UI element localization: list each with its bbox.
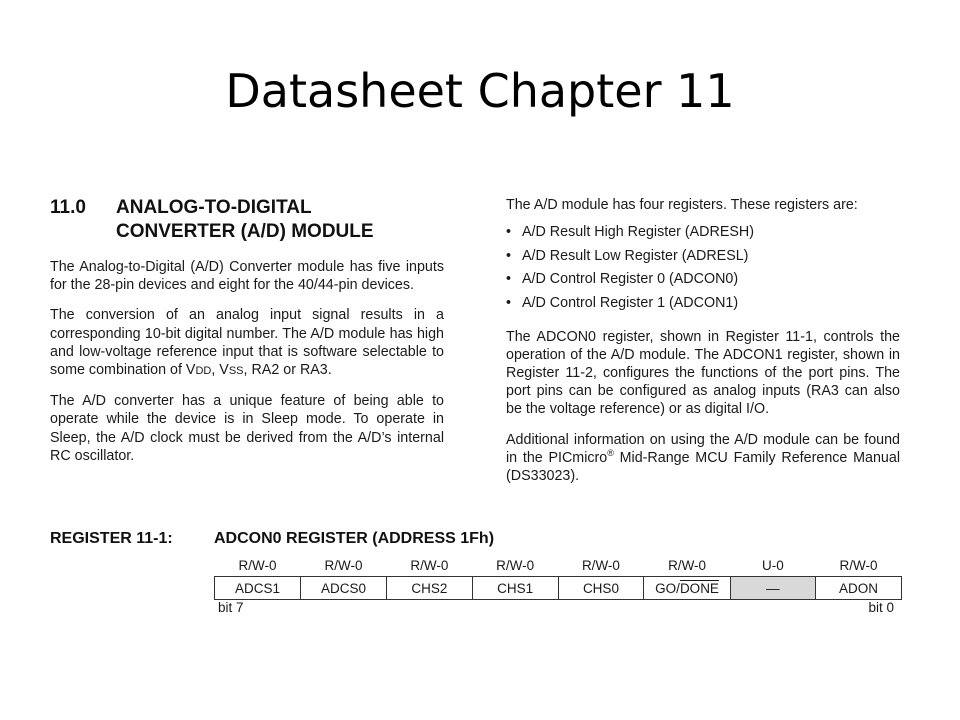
additional-info: Additional information on using the A/D module can be found in the PICmicro® Mid-Range MCU Family Reference Manual (DS33023). bbox=[506, 431, 900, 484]
section-number: 11.0 bbox=[50, 197, 86, 218]
access-cell: R/W-0 bbox=[496, 557, 535, 573]
access-cell: R/W-0 bbox=[839, 557, 878, 573]
register-label: REGISTER 11-1: bbox=[50, 530, 173, 547]
access-cell: R/W-0 bbox=[410, 557, 449, 573]
left-column bbox=[50, 196, 444, 465]
list-item: • A/D Control Register 1 (ADCON1) bbox=[506, 294, 739, 311]
bit-name-row bbox=[215, 577, 902, 600]
access-cell: R/W-0 bbox=[324, 557, 363, 573]
right-column bbox=[506, 196, 900, 485]
access-cell: R/W-0 bbox=[238, 557, 277, 573]
list-item: • A/D Result Low Register (ADRESL) bbox=[506, 247, 749, 264]
list-item: • A/D Result High Register (ADRESH) bbox=[506, 224, 754, 241]
registers-intro: The A/D module has four registers. These registers are: bbox=[506, 197, 858, 213]
register-heading bbox=[50, 529, 902, 549]
list-item: • A/D Control Register 0 (ADCON0) bbox=[506, 271, 739, 288]
access-cell: R/W-0 bbox=[581, 557, 620, 573]
bit-high-label: bit 7 bbox=[218, 600, 244, 615]
access-row bbox=[215, 554, 902, 577]
bit-name-cell: ADON bbox=[816, 577, 902, 600]
sleep-paragraph: The A/D converter has a unique feature of being able to operate while the device is in Sleep mode. To operate in Sleep, the A/D clock must be derived from the A/D’s internal RC oscillator. bbox=[50, 393, 444, 464]
datasheet-excerpt bbox=[46, 190, 906, 620]
register-bit-table bbox=[214, 554, 902, 600]
bit-name-cell: — bbox=[730, 577, 815, 600]
bit-name-cell: ADCS0 bbox=[301, 577, 387, 600]
bit-name-cell: CHS2 bbox=[387, 577, 473, 600]
register-list bbox=[506, 221, 900, 315]
register-definition bbox=[50, 529, 902, 616]
bit-name-cell: GO/DONE bbox=[644, 577, 730, 600]
section-heading bbox=[50, 196, 444, 244]
bit-low-label: bit 0 bbox=[868, 600, 894, 615]
access-cell: U-0 bbox=[762, 557, 784, 573]
bit-name-cell: CHS0 bbox=[558, 577, 644, 600]
register-title: ADCON0 REGISTER (ADDRESS 1Fh) bbox=[214, 530, 495, 547]
access-cell: R/W-0 bbox=[668, 557, 707, 573]
adcon-description: The ADCON0 register, shown in Register 11-1, controls the operation of the A/D module. The ADCON1 register, shown in Register 11-2, configures the functions of the port pins. The port pins can be configured as analog inputs (RA3 can also be the voltage reference) or as digital I/O. bbox=[506, 328, 900, 418]
section-title: ANALOG-TO-DIGITAL CONVERTER (A/D) MODULE bbox=[116, 197, 374, 242]
bit-range-labels bbox=[218, 600, 894, 616]
bit-name-cell: ADCS1 bbox=[215, 577, 301, 600]
intro-paragraph: The Analog-to-Digital (A/D) Converter module has five inputs for the 28-pin devices and eight for the 40/44-pin devices. bbox=[50, 259, 444, 294]
conversion-paragraph: The conversion of an analog input signal results in a corresponding 10-bit digital number. The A/D module has high and low-voltage reference input that is software selectable to some combination of VDD, VSS, RA2 or RA3. bbox=[50, 307, 444, 379]
bit-name-cell: CHS1 bbox=[472, 577, 558, 600]
slide-title: Datasheet Chapter 11 bbox=[225, 64, 735, 118]
